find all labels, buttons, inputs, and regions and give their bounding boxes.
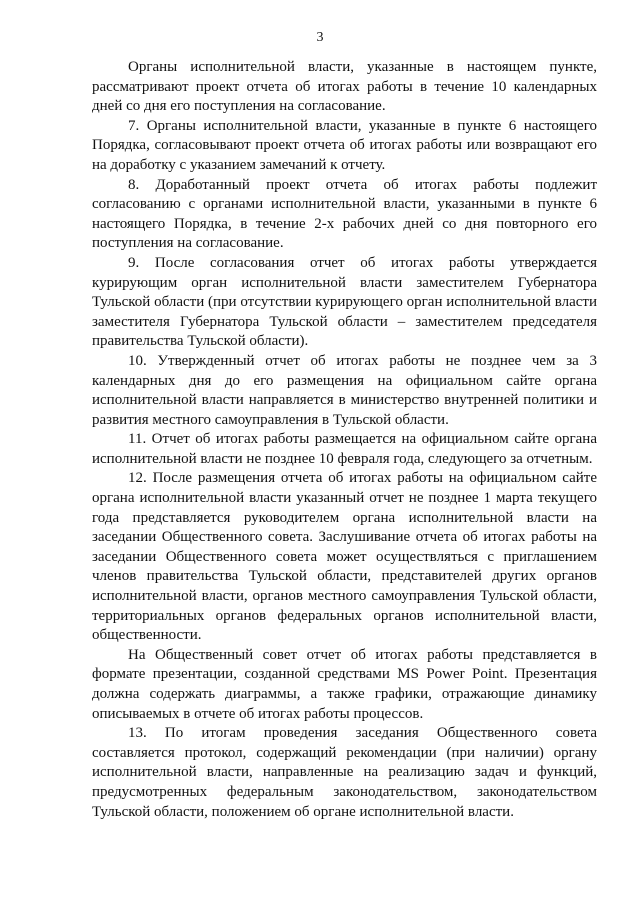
paragraph-12-presentation: На Общественный совет отчет об итогах работы представляется в формате презентации, созданной средствами MS Power Point. Презентация должна содержать диаграммы, а также графики, отражающие динамику описываемых в отчете об итогах работы процессов. — [92, 646, 597, 722]
paragraph-8: 8. Доработанный проект отчета об итогах работы подлежит согласованию с органами исполнительной власти, указанными в пункте 6 настоящего Порядка, в течение 2-х рабочих дней со дня повторного его поступления на согласование. — [92, 176, 597, 252]
paragraph-9: 9. После согласования отчет об итогах работы утверждается курирующим орган исполнительной власти заместителем Губернатора Тульской области (при отсутствии курирующего орган исполнительной власти заместителя Губернатора Тульской области – заместителем председателя правительства Тульской области). — [92, 254, 597, 350]
paragraph-12: 12. После размещения отчета об итогах работы на официальном сайте органа исполнительной власти указанный отчет не позднее 1 марта текущего года представляется руководителем органа исполнительной власти на заседании Общественного совета. Заслушивание отчета об итогах работы на заседании Общественного совета может осуществляться с приглашением членов правительства Тульской области, представителей других органов исполнительной власти, органов местного самоуправления Тульской области, территориальных органов федеральных органов исполнительной власти, общественности. — [92, 470, 597, 644]
paragraph-intro: Органы исполнительной власти, указанные в настоящем пункте, рассматривают проект отчета об итогах работы в течение 10 календарных дней со дня его поступления на согласование. — [92, 59, 597, 115]
paragraph-7: 7. Органы исполнительной власти, указанные в пункте 6 настоящего Порядка, согласовывают проект отчета об итогах работы или возвращают его на доработку с указанием замечаний к отчету. — [92, 117, 597, 173]
paragraph-13: 13. По итогам проведения заседания Общественного совета составляется протокол, содержащий рекомендации (при наличии) органу исполнительной власти, направленные на реализацию задач и функций, предусмотренных федеральным законодательством, законодательством Тульской области, положением об органе исполнительной власти. — [92, 725, 597, 820]
paragraph-11: 11. Отчет об итогах работы размещается на официальном сайте органа исполнительной власти не позднее 10 февраля года, следующего за отчетным. — [92, 431, 597, 467]
page-number: 3 — [316, 30, 324, 45]
document-body — [92, 58, 597, 822]
paragraph-10: 10. Утвержденный отчет об итогах работы не позднее чем за 3 календарных дня до его размещения на официальном сайте органа исполнительной власти направляется в министерство внутренней политики и развития местного самоуправления в Тульской области. — [92, 352, 597, 428]
